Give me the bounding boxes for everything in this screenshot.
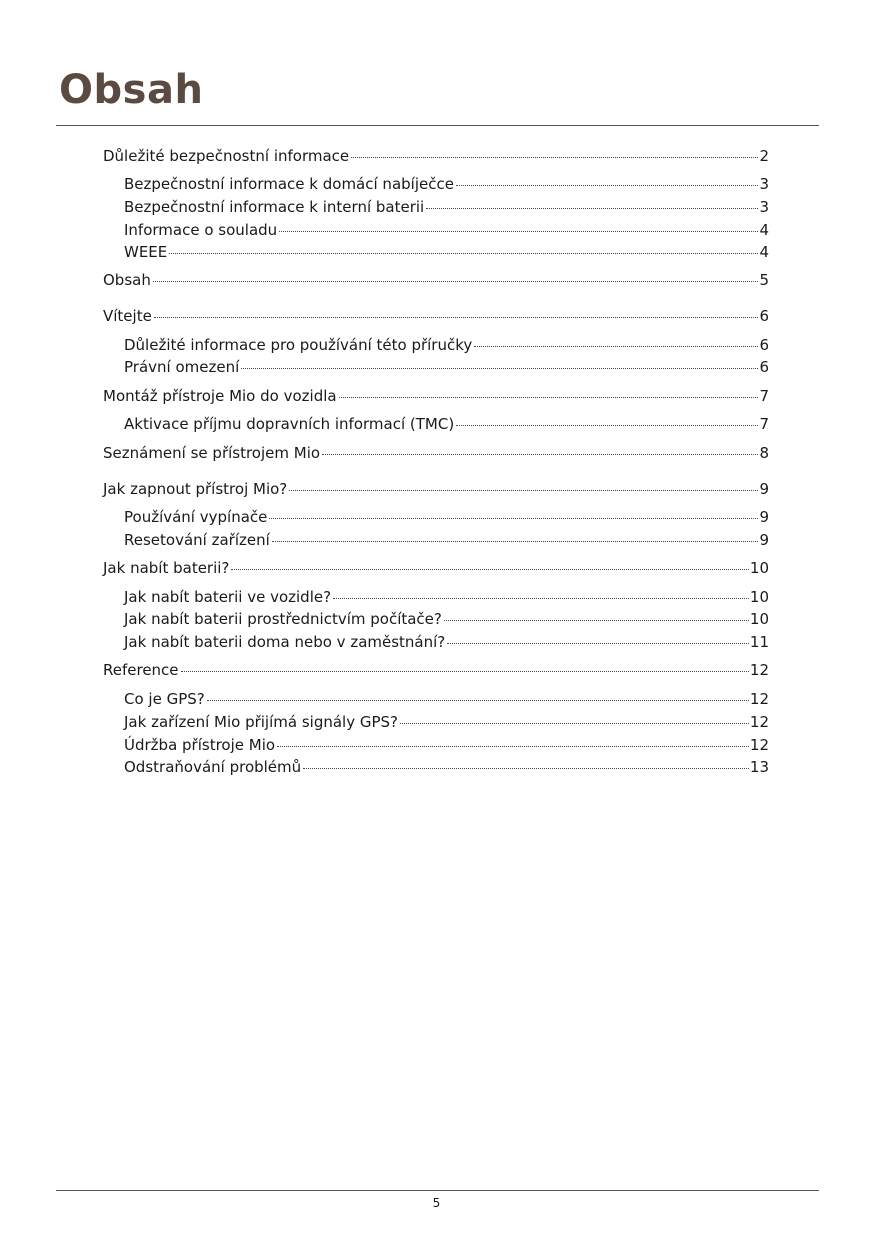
toc-entry[interactable] [124, 172, 769, 196]
toc-entry-page: 2 [759, 147, 769, 165]
toc-entry[interactable] [124, 528, 769, 552]
toc-entry-title: Seznámení se přístrojem Mio [103, 444, 321, 462]
toc-entry-title: Údržba přístroje Mio [124, 736, 276, 754]
toc-entry[interactable] [103, 658, 769, 682]
toc-entry[interactable] [124, 755, 769, 779]
toc-entry-page: 11 [749, 633, 769, 651]
dot-leader [153, 267, 759, 282]
toc-entry[interactable] [124, 195, 769, 219]
toc-entry-page: 4 [759, 221, 769, 239]
dot-leader [241, 354, 758, 369]
dot-leader [474, 332, 758, 347]
toc-entry-title: Jak zapnout přístroj Mio? [103, 480, 288, 498]
toc-entry-page: 7 [759, 415, 769, 433]
toc-entry-page: 3 [759, 175, 769, 193]
dot-leader [207, 686, 749, 701]
toc-entry-title: Bezpečnostní informace k interní baterii [124, 198, 425, 216]
dot-leader [447, 629, 749, 644]
toc-entry[interactable] [103, 477, 769, 501]
toc-entry-page: 9 [759, 508, 769, 526]
dot-leader [322, 440, 758, 455]
toc-entry-page: 4 [759, 243, 769, 261]
dot-leader [303, 754, 749, 769]
page-title: Obsah [59, 67, 204, 113]
toc-entry-title: Co je GPS? [124, 690, 205, 708]
toc-entry[interactable] [103, 268, 769, 292]
toc-entry-title: Právní omezení [124, 358, 240, 376]
toc-entry[interactable] [124, 687, 769, 711]
toc-entry-page: 7 [759, 387, 769, 405]
toc-entry[interactable] [124, 607, 769, 631]
toc-entry-page: 3 [759, 198, 769, 216]
dot-leader [269, 504, 758, 519]
toc-entry-page: 12 [749, 661, 769, 679]
dot-leader [456, 171, 759, 186]
toc-entry-title: Resetování zařízení [124, 531, 270, 549]
toc-entry[interactable] [124, 505, 769, 529]
dot-leader [351, 143, 758, 158]
toc-entry-page: 8 [759, 444, 769, 462]
toc-entry-page: 6 [759, 358, 769, 376]
toc-entry-page: 9 [759, 531, 769, 549]
dot-leader [400, 709, 749, 724]
dot-leader [181, 657, 749, 672]
toc-entry-title: Jak nabít baterii doma nebo v zaměstnání? [124, 633, 446, 651]
toc-entry-title: Jak nabít baterii ve vozidle? [124, 588, 332, 606]
toc-entry[interactable] [103, 556, 769, 580]
toc-entry-title: Jak nabít baterii? [103, 559, 230, 577]
toc-entry-title: WEEE [124, 243, 168, 261]
dot-leader [333, 584, 749, 599]
toc-entry-page: 12 [749, 736, 769, 754]
dot-leader [426, 194, 758, 209]
toc-entry[interactable] [124, 630, 769, 654]
toc-entry[interactable] [124, 412, 769, 436]
toc-entry-title: Důležité informace pro používání této příručky [124, 336, 473, 354]
toc-entry-page: 9 [759, 480, 769, 498]
toc-entry-page: 13 [749, 758, 769, 776]
toc-entry-title: Důležité bezpečnostní informace [103, 147, 350, 165]
toc-entry-title: Informace o souladu [124, 221, 278, 239]
toc-entry[interactable] [103, 384, 769, 408]
dot-leader [279, 217, 758, 232]
toc-entry-title: Reference [103, 661, 179, 679]
dot-leader [231, 555, 749, 570]
dot-leader [289, 476, 758, 491]
toc-entry[interactable] [103, 144, 769, 168]
toc-entry[interactable] [103, 304, 769, 328]
toc-entry-title: Jak nabít baterii prostřednictvím počítače? [124, 610, 442, 628]
toc-entry[interactable] [103, 441, 769, 465]
toc-entry-title: Bezpečnostní informace k domácí nabíječce [124, 175, 454, 193]
toc-entry[interactable] [124, 240, 769, 264]
title-divider [56, 125, 819, 126]
toc-entry-page: 5 [759, 271, 769, 289]
toc-entry-title: Obsah [103, 271, 151, 289]
toc-entry-title: Montáž přístroje Mio do vozidla [103, 387, 337, 405]
toc-entry-title: Odstraňování problémů [124, 758, 302, 776]
dot-leader [456, 411, 758, 426]
dot-leader [154, 303, 759, 318]
dot-leader [339, 383, 759, 398]
toc-entry-page: 6 [759, 307, 769, 325]
dot-leader [444, 606, 749, 621]
dot-leader [277, 732, 749, 747]
toc-entry-page: 12 [749, 690, 769, 708]
toc-entry-page: 10 [749, 588, 769, 606]
toc-entry-title: Vítejte [103, 307, 152, 325]
toc-entry-title: Používání vypínače [124, 508, 268, 526]
toc-entry-title: Jak zařízení Mio přijímá signály GPS? [124, 713, 398, 731]
page-number: 5 [432, 1196, 441, 1210]
toc-entry[interactable] [124, 355, 769, 379]
toc-entry[interactable] [124, 710, 769, 734]
footer-divider [56, 1190, 819, 1191]
dot-leader [272, 527, 759, 542]
toc-entry-page: 10 [749, 610, 769, 628]
toc-entry-page: 6 [759, 336, 769, 354]
toc-entry-title: Aktivace příjmu dopravních informací (TMC) [124, 415, 455, 433]
toc-entry-page: 12 [749, 713, 769, 731]
toc-entry-page: 10 [749, 559, 769, 577]
dot-leader [169, 239, 758, 254]
